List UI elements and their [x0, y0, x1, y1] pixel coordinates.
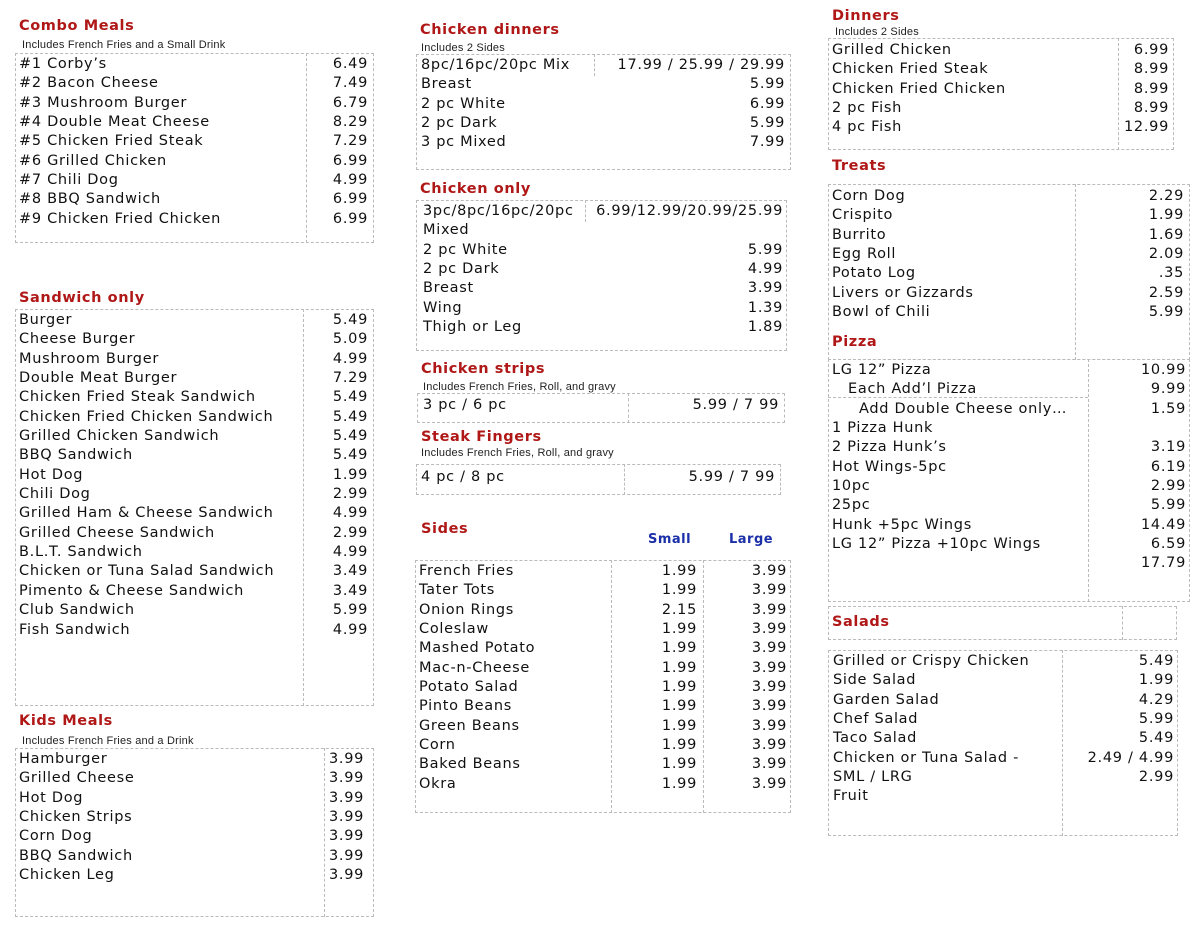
chicken-dinners-items	[421, 56, 570, 153]
sides-large-row: 3.99	[751, 737, 787, 754]
dinners-prices-row: 8.99	[1133, 80, 1169, 97]
dinners-title: Dinners	[832, 8, 900, 24]
dinners-prices-row: 8.99	[1133, 61, 1169, 78]
combo-prices-row: 6.79	[332, 94, 368, 111]
dinners-prices-row: 8.99	[1133, 100, 1169, 117]
sides-large-prices	[705, 562, 787, 794]
sides-items-row: Onion Rings	[419, 601, 515, 618]
sandwich-items-row: Grilled Chicken Sandwich	[19, 428, 220, 445]
pizza-prices-row: 17.79	[1140, 555, 1186, 572]
steak-fingers-item: 4 pc / 8 pc	[421, 469, 505, 485]
sides-items-row: Green Beans	[419, 717, 520, 734]
sides-small-row: 1.99	[661, 679, 697, 696]
kids-items-row: BBQ Sandwich	[19, 847, 133, 864]
sides-items-row: Mashed Potato	[419, 640, 536, 657]
chicken-dinners-prices	[596, 56, 785, 153]
sandwich-items-row: Fish Sandwich	[19, 621, 131, 638]
treats-items-row: Egg Roll	[832, 246, 897, 263]
sides-small-label: Small	[648, 532, 692, 547]
chicken_dinners-prices-row: 5.99	[749, 76, 785, 93]
chicken_only-items-row: 2 pc Dark	[423, 261, 500, 278]
sandwich-items-row: B.L.T. Sandwich	[19, 544, 143, 561]
salads-prices-row: 2.49 / 4.99	[1087, 749, 1174, 766]
pizza-prices-row: 10.99	[1140, 362, 1186, 378]
sandwich-only-prices	[305, 311, 368, 640]
salads-title: Salads	[832, 614, 890, 630]
sides-small-row: 1.99	[661, 621, 697, 638]
kids-items-row: Chicken Leg	[19, 867, 115, 884]
sides-small-row: 1.99	[661, 698, 697, 715]
combo-meals-prices	[308, 55, 368, 229]
combo-meals-title: Combo Meals	[19, 18, 135, 34]
combo-meals-subtitle: Includes French Fries and a Small Drink	[22, 39, 226, 51]
chicken_only-items-row: Wing	[423, 299, 463, 316]
chicken-dinners-subtitle: Includes 2 Sides	[421, 42, 505, 54]
sides-small-row: 2.15	[661, 601, 697, 618]
sandwich-items-row: Cheese Burger	[19, 331, 136, 348]
dinners-items	[832, 41, 1006, 138]
salads-items-row: SML / LRG	[833, 769, 913, 786]
chicken_dinners-prices-row: 7.99	[749, 134, 785, 151]
sandwich-prices-row: 5.49	[332, 389, 368, 406]
treats-prices-row: 2.29	[1148, 188, 1184, 204]
combo-items-row: #7 Chili Dog	[19, 172, 119, 189]
sides-items-row: Potato Salad	[419, 679, 519, 696]
chicken_only-prices-row: 6.99/12.99/20.99/25.99	[596, 203, 783, 219]
chicken-strips-title: Chicken strips	[421, 361, 546, 377]
sandwich-prices-row: 5.49	[332, 312, 368, 328]
chicken_only-items-row: 3pc/8pc/16pc/20pc	[423, 203, 574, 219]
kids-items-row: Hamburger	[19, 751, 108, 767]
salads-prices	[1064, 652, 1174, 807]
chicken_only-prices-row: 4.99	[747, 261, 783, 278]
sides-title: Sides	[421, 521, 469, 537]
kids-prices-row: 3.99	[329, 828, 365, 845]
combo-prices-row: 6.99	[332, 210, 368, 227]
salads-items-row: Chef Salad	[833, 711, 919, 728]
treats-prices-row: 2.09	[1148, 246, 1184, 263]
combo-prices-row: 8.29	[332, 114, 368, 131]
pizza-items-row: 1 Pizza Hunk	[832, 420, 934, 437]
sides-large-row: 3.99	[751, 717, 787, 734]
pizza-items	[832, 361, 1067, 574]
sandwich-items-row: Club Sandwich	[19, 602, 135, 619]
chicken_only-items-row: Thigh or Leg	[423, 319, 522, 336]
salads-items-row: Grilled or Crispy Chicken	[833, 653, 1030, 669]
chicken_only-prices-row: 1.39	[747, 299, 783, 316]
chicken_only-items-row: Mixed	[423, 222, 470, 239]
chicken_dinners-items-row: 8pc/16pc/20pc Mix	[421, 57, 571, 73]
kids-items-row: Corn Dog	[19, 828, 93, 845]
chicken-only-prices	[590, 202, 783, 337]
combo-items-row: #6 Grilled Chicken	[19, 152, 167, 169]
dinners-items-row: Chicken Fried Chicken	[832, 80, 1006, 97]
sandwich-prices-row: 2.99	[332, 524, 368, 541]
dinners-prices	[1120, 41, 1169, 138]
chicken_only-items-row: Breast	[423, 280, 474, 297]
combo-prices-row: 6.99	[332, 191, 368, 208]
sandwich-prices-row: 4.99	[332, 350, 368, 367]
chicken_only-prices-row: 3.99	[747, 280, 783, 297]
pizza-title: Pizza	[832, 334, 878, 350]
sandwich-items-row: Grilled Cheese Sandwich	[19, 524, 215, 541]
chicken_dinners-items-row: 2 pc White	[421, 95, 506, 112]
dinners-prices-row: 12.99	[1123, 119, 1169, 136]
chicken_dinners-items-row: 2 pc Dark	[421, 115, 498, 132]
sides-large-row: 3.99	[751, 601, 787, 618]
sides-small-row: 1.99	[661, 756, 697, 773]
sides-items-row: Mac-n-Cheese	[419, 659, 531, 676]
dinners-prices-row: 6.99	[1133, 42, 1169, 58]
sides-items-row: Baked Beans	[419, 756, 521, 773]
sandwich-prices-row: 2.99	[332, 486, 368, 503]
sandwich-items-row: Pimento & Cheese Sandwich	[19, 582, 245, 599]
treats-prices	[1077, 187, 1184, 322]
chicken_dinners-prices-row: 6.99	[749, 95, 785, 112]
combo-items-row: #4 Double Meat Cheese	[19, 114, 210, 131]
sandwich-prices-row: 4.99	[332, 505, 368, 522]
kids-meals-prices	[329, 750, 364, 885]
combo-items-row: #5 Chicken Fried Steak	[19, 133, 204, 150]
steak-fingers-subtitle: Includes French Fries, Roll, and gravy	[421, 447, 614, 459]
kids-items-row: Chicken Strips	[19, 809, 133, 826]
sides-large-row: 3.99	[751, 563, 787, 579]
combo-items-row: #3 Mushroom Burger	[19, 94, 188, 111]
chicken-only-title: Chicken only	[420, 181, 531, 197]
combo-items-row: #1 Corby’s	[19, 56, 107, 72]
dinners-items-row: 2 pc Fish	[832, 100, 902, 117]
sandwich-items-row: Chicken Fried Chicken Sandwich	[19, 408, 274, 425]
kids-prices-row: 3.99	[329, 770, 365, 787]
sandwich-prices-row: 5.49	[332, 408, 368, 425]
sides-small-row: 1.99	[661, 775, 697, 792]
combo-meals-items	[19, 55, 221, 229]
kids-prices-row: 3.99	[329, 789, 365, 806]
kids-meals-title: Kids Meals	[19, 713, 113, 729]
chicken_dinners-items-row: 3 pc Mixed	[421, 134, 507, 151]
sides-items-row: French Fries	[419, 563, 514, 579]
sides-large-row: 3.99	[751, 679, 787, 696]
sides-large-row: 3.99	[751, 659, 787, 676]
sandwich-prices-row: 5.99	[332, 602, 368, 619]
sides-small-row: 1.99	[661, 737, 697, 754]
dinners-items-row: 4 pc Fish	[832, 119, 902, 136]
combo-prices-row: 6.99	[332, 152, 368, 169]
salads-prices-row: 5.99	[1138, 711, 1174, 728]
sides-items-row: Coleslaw	[419, 621, 489, 638]
sides-items-row: Corn	[419, 737, 456, 754]
sandwich-prices-row: 3.49	[332, 563, 368, 580]
salads-items-row: Garden Salad	[833, 691, 940, 708]
chicken-only-items	[423, 202, 574, 337]
treats-title: Treats	[832, 158, 887, 174]
sandwich-items-row: Chicken or Tuna Salad Sandwich	[19, 563, 275, 580]
pizza-prices-row: 1.59	[1150, 400, 1186, 417]
sandwich-items-row: Mushroom Burger	[19, 350, 159, 367]
sandwich-prices-row: 5.49	[332, 428, 368, 445]
chicken-strips-item: 3 pc / 6 pc	[423, 397, 507, 413]
combo-items-row: #8 BBQ Sandwich	[19, 191, 161, 208]
treats-prices-row: .35	[1158, 265, 1184, 282]
pizza-items-row: Add Double Cheese only…	[859, 400, 1068, 417]
sandwich-prices-row: 3.49	[332, 582, 368, 599]
dinners-items-row: Grilled Chicken	[832, 42, 952, 58]
sandwich-items-row: Hot Dog	[19, 466, 84, 483]
combo-prices-row: 6.49	[332, 56, 368, 72]
treats-items-row: Bowl of Chili	[832, 304, 931, 321]
sides-small-row: 1.99	[661, 563, 697, 579]
sides-small-row: 1.99	[661, 582, 697, 599]
pizza-prices-row: 5.99	[1150, 497, 1186, 514]
salads-items-row: Taco Salad	[833, 730, 918, 747]
sandwich-prices-row: 7.29	[332, 370, 368, 387]
pizza-prices-row: 6.19	[1150, 458, 1186, 475]
dinners-subtitle: Includes 2 Sides	[835, 26, 919, 38]
pizza-prices-row: 9.99	[1150, 381, 1186, 398]
sides-small-prices	[613, 562, 697, 794]
sandwich-items-row: Burger	[19, 312, 73, 328]
sides-items	[419, 562, 535, 794]
kids-prices-row: 3.99	[329, 867, 365, 884]
treats-prices-row: 1.99	[1148, 207, 1184, 224]
salads-items-row: Side Salad	[833, 672, 917, 689]
sides-small-row: 1.99	[661, 717, 697, 734]
sides-large-row: 3.99	[751, 775, 787, 792]
salads-prices-row: 5.49	[1138, 653, 1174, 669]
sandwich-prices-row: 5.49	[332, 447, 368, 464]
salads-items-row: Chicken or Tuna Salad -	[833, 749, 1020, 766]
treats-items-row: Potato Log	[832, 265, 916, 282]
pizza-items-row	[832, 554, 1067, 573]
salads-prices-row: 5.49	[1138, 730, 1174, 747]
steak-fingers-title: Steak Fingers	[421, 429, 542, 445]
sides-large-label: Large	[729, 532, 774, 547]
treats-items-row: Burrito	[832, 226, 887, 243]
sides-large-row: 3.99	[751, 756, 787, 773]
chicken-strips-subtitle: Includes French Fries, Roll, and gravy	[423, 381, 616, 393]
sandwich-prices-row: 5.09	[332, 331, 368, 348]
sandwich-items-row: Double Meat Burger	[19, 370, 178, 387]
salads-prices-row: 1.99	[1138, 672, 1174, 689]
kids-prices-row: 3.99	[329, 751, 365, 767]
combo-prices-row: 7.49	[332, 75, 368, 92]
pizza-prices-row: 14.49	[1140, 516, 1186, 533]
kids-meals-items	[19, 750, 134, 885]
sides-large-row: 3.99	[751, 582, 787, 599]
pizza-items-row: LG 12” Pizza +10pc Wings	[832, 536, 1041, 553]
chicken-dinners-title: Chicken dinners	[420, 22, 560, 38]
sides-small-row: 1.99	[661, 640, 697, 657]
combo-items-row: #9 Chicken Fried Chicken	[19, 210, 222, 227]
sides-large-row: 3.99	[751, 698, 787, 715]
pizza-items-row: Hot Wings-5pc	[832, 458, 947, 475]
pizza-prices-row: 6.59	[1150, 536, 1186, 553]
pizza-items-row: Hunk +5pc Wings	[832, 516, 972, 533]
salads-prices-row: 4.29	[1138, 691, 1174, 708]
treats-items-row: Livers or Gizzards	[832, 284, 974, 301]
chicken_only-prices-row: 5.99	[747, 241, 783, 258]
pizza-items-row: LG 12” Pizza	[832, 362, 932, 378]
treats-items-row: Corn Dog	[832, 188, 906, 204]
treats-prices-row: 1.69	[1148, 226, 1184, 243]
pizza-items-row: Each Add’l Pizza	[848, 381, 977, 398]
chicken_only-prices-row	[590, 221, 783, 240]
pizza-prices-row: 3.19	[1150, 439, 1186, 456]
chicken_only-prices-row: 1.89	[747, 319, 783, 336]
pizza-items-row: 10pc	[832, 478, 871, 495]
chicken_dinners-prices-row: 17.99 / 25.99 / 29.99	[617, 57, 785, 73]
steak-fingers-price: 5.99 / 7 99	[688, 469, 775, 485]
chicken_dinners-items-row: Breast	[421, 76, 472, 93]
kids-items-row: Grilled Cheese	[19, 770, 135, 787]
pizza-items-row: 2 Pizza Hunk’s	[832, 439, 947, 456]
sides-items-row: Tater Tots	[419, 582, 496, 599]
combo-items-row: #2 Bacon Cheese	[19, 75, 159, 92]
chicken-strips-price: 5.99 / 7 99	[692, 397, 779, 413]
pizza-prices	[1090, 361, 1186, 574]
sandwich-items-row: Chili Dog	[19, 486, 91, 503]
sides-items-row: Pinto Beans	[419, 698, 513, 715]
sides-large-row: 3.99	[751, 640, 787, 657]
combo-prices-row: 7.29	[332, 133, 368, 150]
sides-small-row: 1.99	[661, 659, 697, 676]
treats-prices-row: 5.99	[1148, 304, 1184, 321]
sandwich-items-row: BBQ Sandwich	[19, 447, 133, 464]
chicken_dinners-prices-row: 5.99	[749, 115, 785, 132]
sandwich-prices-row: 4.99	[332, 621, 368, 638]
salads-prices-row: 2.99	[1138, 769, 1174, 786]
pizza-prices-row: 2.99	[1150, 478, 1186, 495]
sandwich-only-title: Sandwich only	[19, 290, 145, 306]
sandwich-prices-row: 4.99	[332, 544, 368, 561]
kids-meals-subtitle: Includes French Fries and a Drink	[22, 735, 194, 747]
salads-items	[833, 652, 1029, 807]
pizza-prices-row	[1090, 419, 1186, 438]
kids-items-row: Hot Dog	[19, 789, 84, 806]
dinners-items-row: Chicken Fried Steak	[832, 61, 989, 78]
sandwich-items-row: Grilled Ham & Cheese Sandwich	[19, 505, 274, 522]
treats-items	[832, 187, 974, 322]
salads-items-row: Fruit	[833, 788, 869, 805]
salads-prices-row	[1064, 787, 1174, 806]
sides-large-row: 3.99	[751, 621, 787, 638]
sandwich-only-items	[19, 311, 274, 640]
sandwich-prices-row: 1.99	[332, 466, 368, 483]
pizza-items-row: 25pc	[832, 497, 871, 514]
chicken_only-items-row: 2 pc White	[423, 241, 508, 258]
sides-items-row: Okra	[419, 775, 457, 792]
sandwich-items-row: Chicken Fried Steak Sandwich	[19, 389, 256, 406]
treats-items-row: Crispito	[832, 207, 894, 224]
kids-prices-row: 3.99	[329, 847, 365, 864]
kids-prices-row: 3.99	[329, 809, 365, 826]
combo-prices-row: 4.99	[332, 172, 368, 189]
treats-prices-row: 2.59	[1148, 284, 1184, 301]
